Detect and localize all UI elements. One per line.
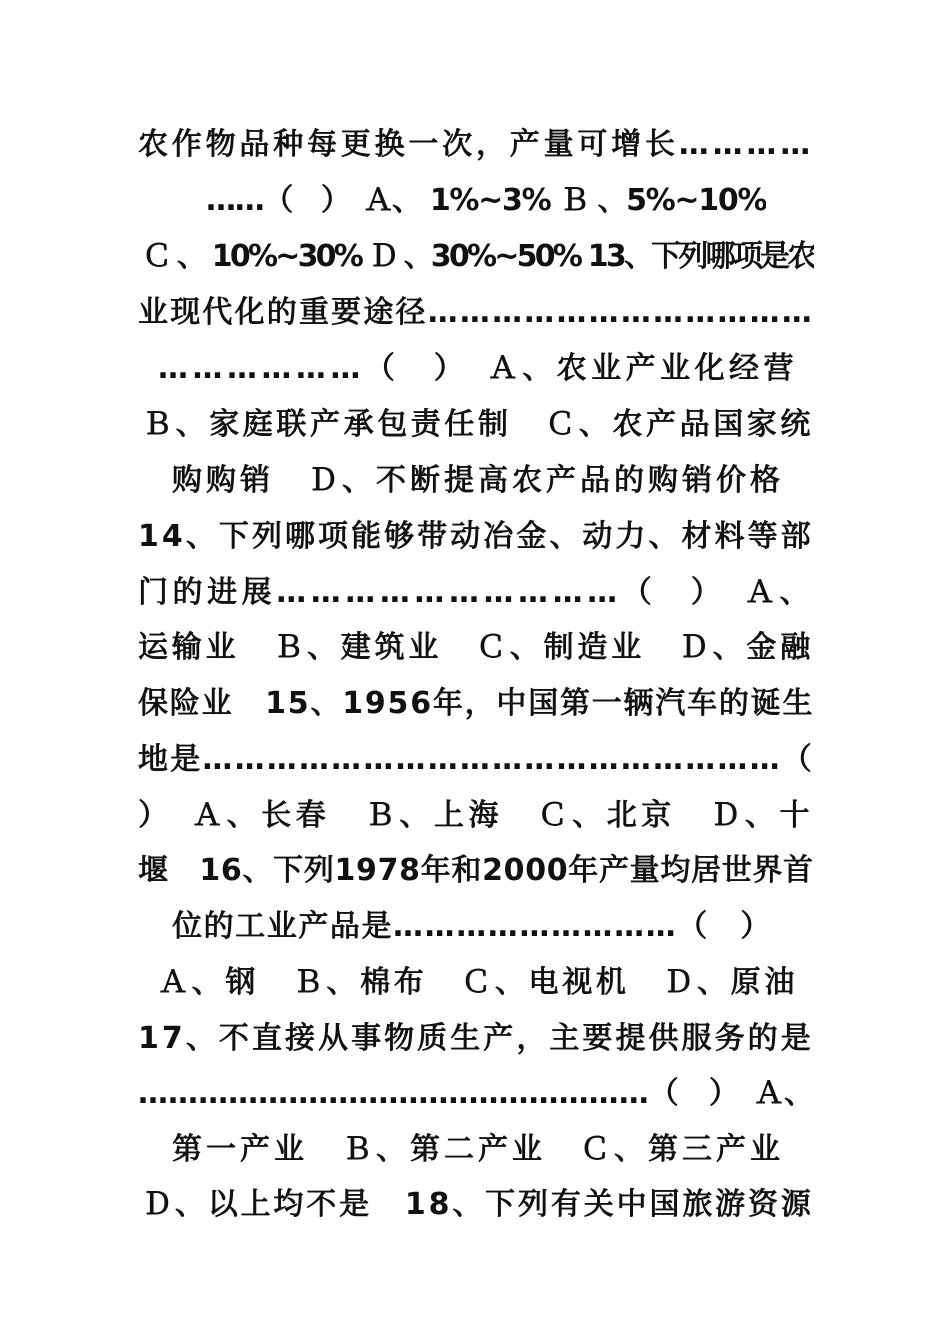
text-line-5: ………………（ ） Ａ、农业产业化经营 — [158, 351, 798, 386]
text-line-12: 地是………………………………………………（ — [138, 742, 814, 777]
text-line-17: 17、不直接从事物质生产，主要提供服务的是 — [138, 1021, 814, 1056]
text-line-20: Ｄ、以上均不是 18、下列有关中国旅游资源 — [142, 1187, 814, 1222]
text-line-6: Ｂ、家庭联产承包责任制 Ｃ、农产品国家统 — [142, 407, 814, 442]
text-line-4: 业现代化的重要途径……………………………… — [138, 295, 814, 330]
text-line-8: 14、下列哪项能够带动冶金、动力、材料等部 — [138, 519, 814, 554]
text-line-16: Ａ、钢 Ｂ、棉布 Ｃ、电视机 Ｄ、原油 — [158, 965, 798, 1000]
text-line-13: ） Ａ、长春 Ｂ、上海 Ｃ、北京 Ｄ、十 — [138, 798, 814, 833]
text-line-2: ……（ ） Ａ、 1%~3% Ｂ 、5%~10% — [206, 183, 766, 218]
text-line-11: 保险业 15、1956年，中国第一辆汽车的诞生 — [138, 686, 814, 721]
text-line-10: 运输业 Ｂ、建筑业 Ｃ、制造业 Ｄ、金融 — [138, 630, 814, 665]
text-line-14: 堰 16、下列1978年和2000年产量均居世界首 — [138, 853, 814, 888]
text-line-3: Ｃ 、 10%~30% Ｄ 、30%~50% 13、下列哪项是农 — [142, 239, 814, 274]
text-line-1: 农作物品种每更换一次，产量可增长………… — [138, 127, 814, 162]
text-line-18: ……………………………………………（ ） Ａ、 — [138, 1076, 814, 1111]
text-line-7: 购购销 Ｄ、不断提高农产品的购销价格 — [172, 463, 784, 498]
text-line-19: 第一产业 Ｂ、第二产业 Ｃ、第三产业 — [172, 1132, 784, 1167]
text-line-9: 门的进展…………………………（ ） Ａ、 — [138, 575, 814, 610]
text-line-15: 位的工业产品是………………………（ ） — [172, 909, 772, 944]
